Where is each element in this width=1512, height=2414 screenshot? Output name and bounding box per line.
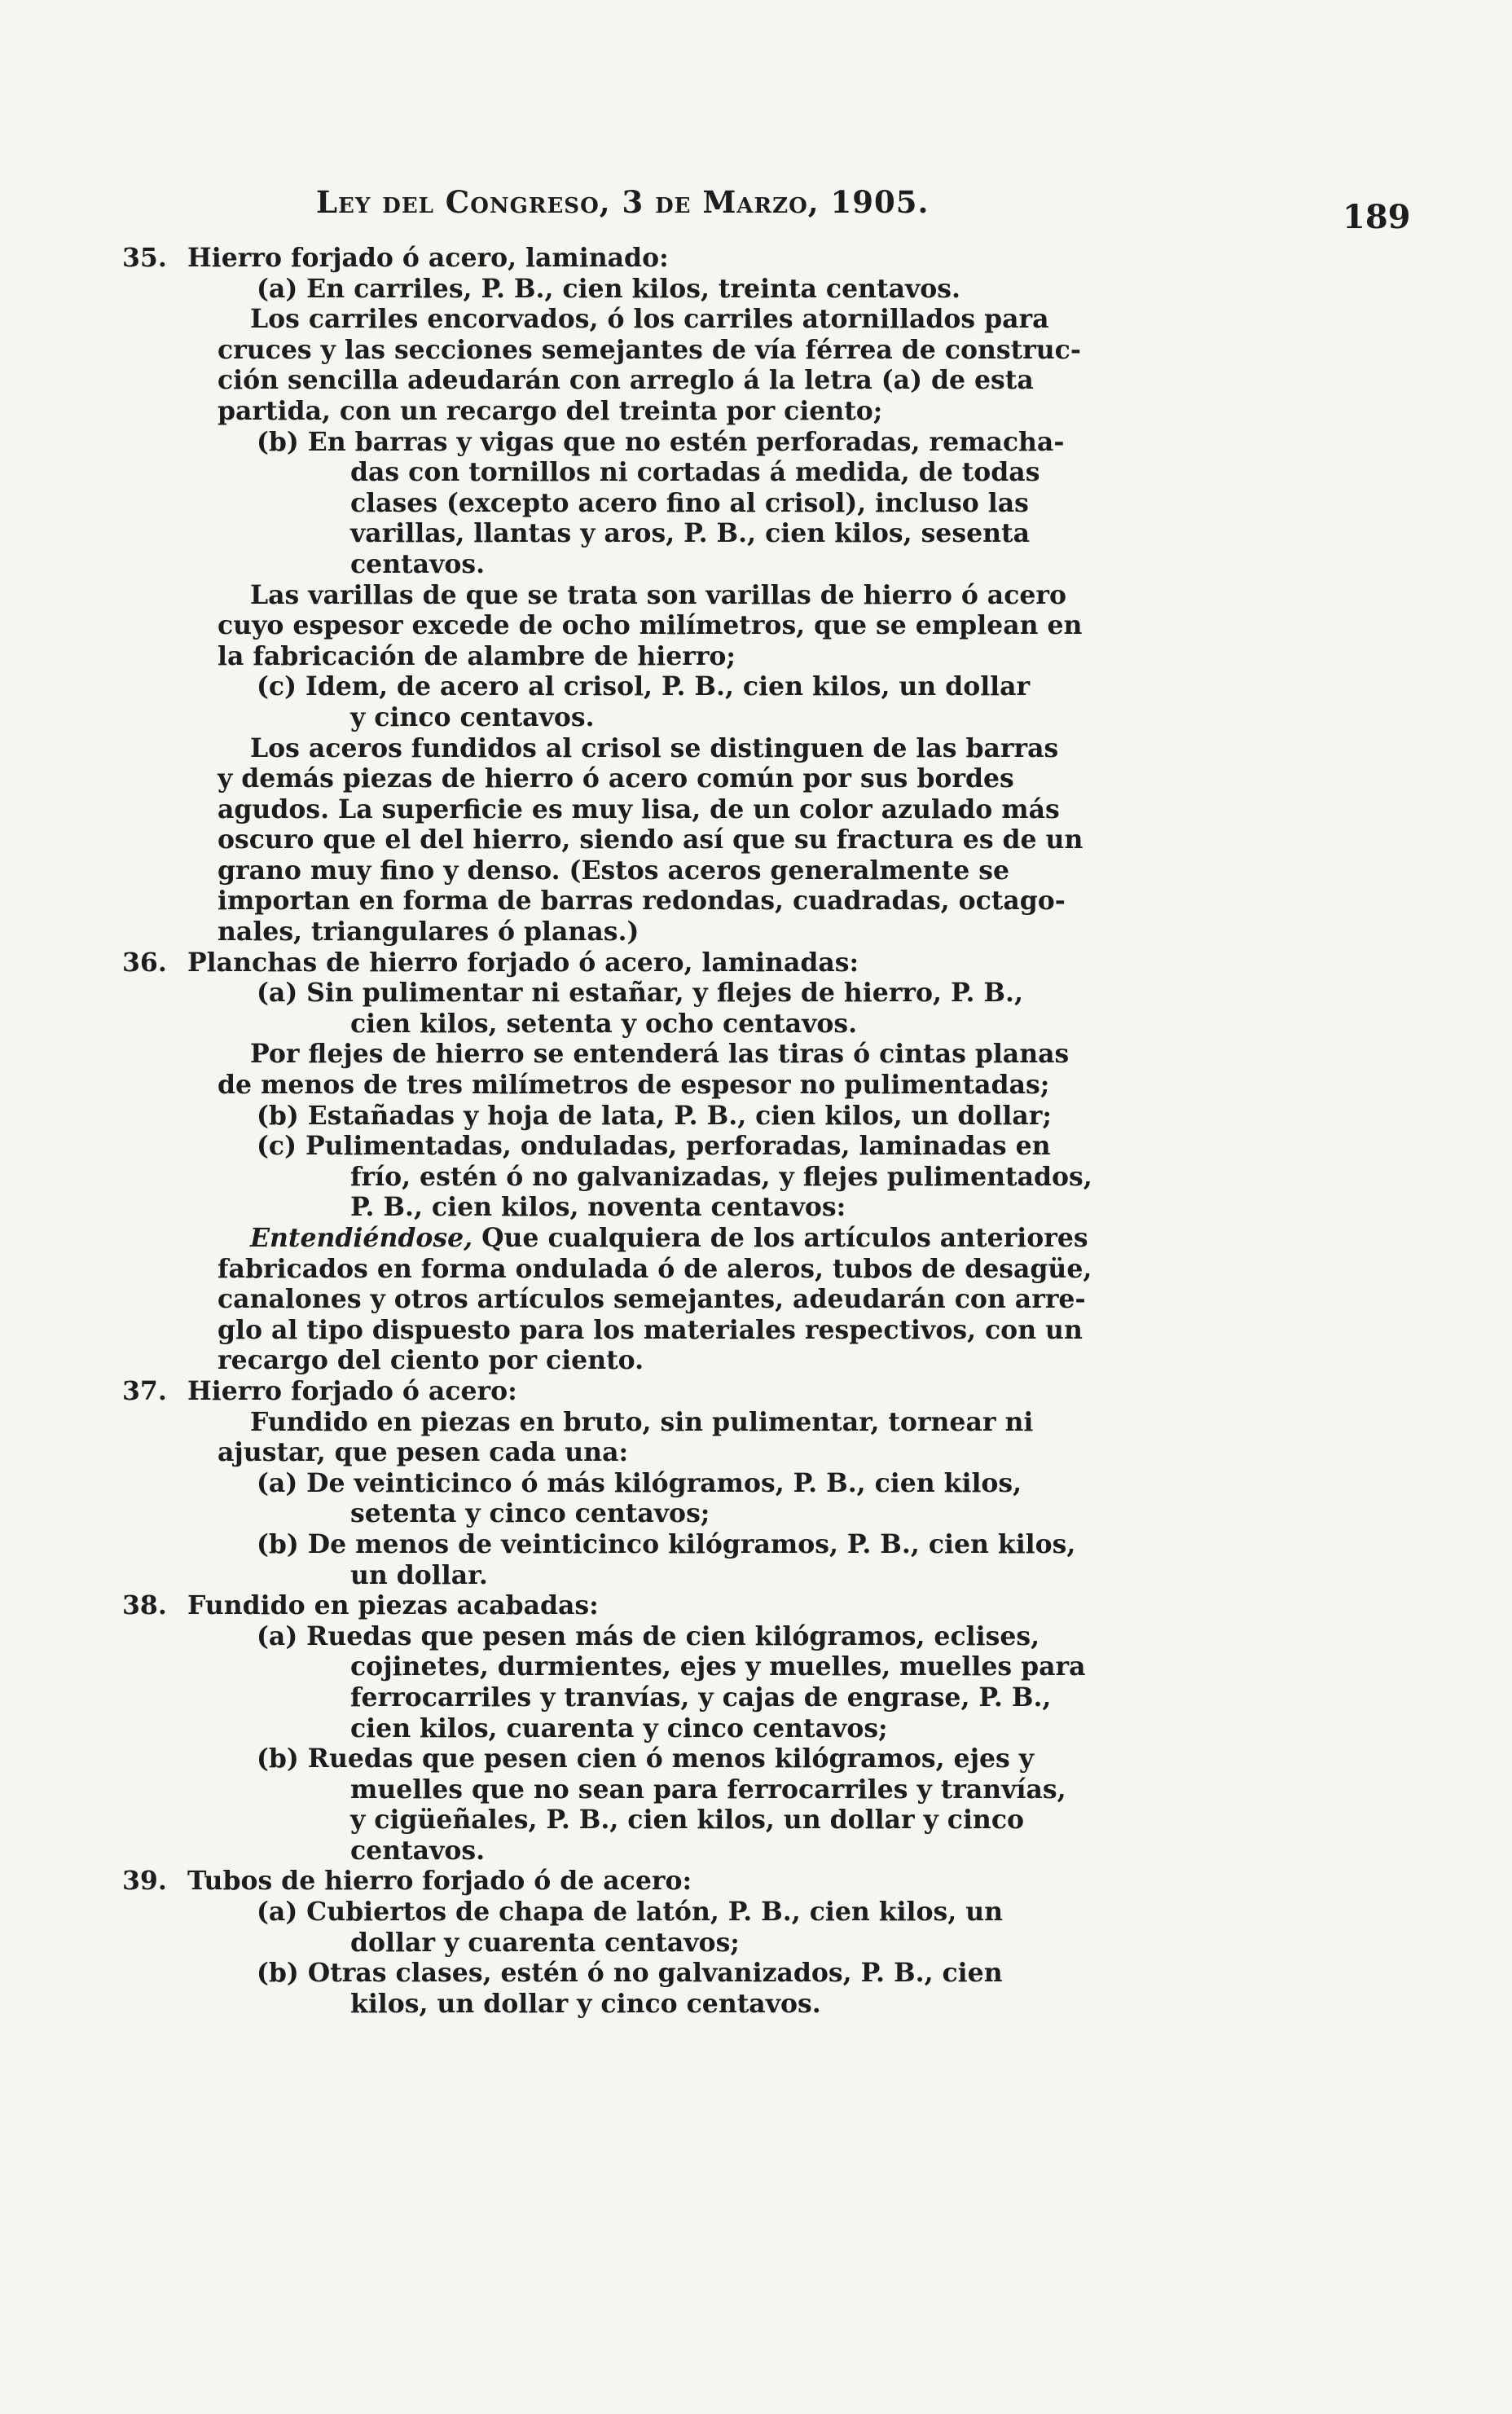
line-text: cien kilos, setenta y ocho centavos. [350,1008,858,1039]
line-text: y demás piezas de hierro ó acero común por sus bordes [218,763,1014,794]
text-line [122,1836,1067,1867]
text-line [122,1253,1092,1285]
line-text: varillas, llantas y aros, P. B., cien kilos, sesenta [350,518,1030,549]
item-number: 37. [122,1375,167,1406]
text-line [122,1651,1086,1682]
text-line [122,1070,1067,1101]
line-text: partida, con un recargo del treinta por ciento; [218,395,883,426]
line-text: recargo del ciento por ciento. [218,1345,644,1376]
text-line [122,1928,1067,1959]
line-text: cien kilos, cuarenta y cinco centavos; [350,1713,888,1743]
text-line [122,886,1067,917]
text-line [122,1161,1092,1193]
line-text: centavos. [350,548,486,579]
line-text: (b) En barras y vigas que no estén perforadas, remacha- [257,426,1065,457]
line-text: cojinetes, durmientes, ejes y muelles, muelles para [350,1651,1086,1682]
line-text: agudos. La superficie es muy lisa, de un color azulado más [218,794,1060,824]
line-text: ferrocarriles y tranvías, y cajas de engrase, P. B., [350,1682,1052,1713]
line-text: P. B., cien kilos, noventa centavos: [350,1192,846,1223]
line-text: muelles que no sean para ferrocarriles y tranvías, [350,1774,1066,1805]
page-body [122,243,1092,2019]
line-text: glo al tipo dispuesto para los materiales respectivos, con un [218,1314,1083,1345]
line-text: canalones y otros artículos semejantes, adeudarán con arre- [218,1284,1086,1315]
text-line [122,1774,1067,1805]
line-text: cuyo espesor excede de ocho milímetros, que se emplean en [218,610,1083,641]
text-line [122,1039,1070,1070]
line-text: la fabricación de alambre de hierro; [218,640,736,671]
item-heading-line [122,948,1067,978]
line-text: (b) De menos de veinticinco kilógramos, P. B., cien kilos, [257,1528,1076,1559]
running-header: Ley del Congreso, 3 de Marzo, 1905. [316,184,930,220]
text-line [122,1713,1067,1744]
line-text: frío, estén ó no galvanizadas, y flejes pulimentados, [350,1161,1092,1192]
item-number: 38. [122,1590,167,1621]
line-text: Hierro forjado ó acero, laminado: [187,243,669,273]
line-text: clases (excepto acero fino al crisol), incluso las [350,487,1029,518]
text-line [122,518,1067,549]
item-heading-line [122,1590,1067,1621]
item-number: 36. [122,947,167,978]
line-text: setenta y cinco centavos; [350,1498,710,1529]
text-line [122,671,1067,702]
text-line [122,1009,1067,1040]
line-text: das con tornillos ni cortadas á medida, de todas [350,457,1040,488]
line-text: centavos. [350,1835,486,1866]
text-line [122,794,1067,825]
emphasis-text: Entendiéndose, [250,1223,473,1253]
line-text: ción sencilla adeudarán con arreglo á la letra (a) de esta [218,365,1034,396]
text-line [122,1897,1067,1928]
line-text: (a) Cubiertos de chapa de latón, P. B., cien kilos, un [257,1897,1004,1928]
item-number: 39. [122,1866,167,1897]
line-text: ajustar, que pesen cada una: [218,1437,629,1468]
text-line [122,1682,1067,1713]
text-line [122,549,1067,580]
text-line [122,1284,1086,1315]
text-line [122,1131,1067,1162]
text-line [122,978,1067,1009]
line-text: fabricados en forma ondulada ó de aleros, tubos de desagüe, [218,1253,1092,1284]
line-text: importan en forma de barras redondas, cuadradas, octago- [218,886,1066,917]
line-text: (a) Ruedas que pesen más de cien kilógramos, eclises, [257,1620,1040,1651]
text-line [122,1560,1067,1591]
line-text: grano muy fino y denso. (Estos aceros generalmente se [218,855,1009,886]
line-text: cruces y las secciones semejantes de vía férrea de construc- [218,334,1081,365]
line-text: nales, triangulares ó planas.) [218,917,640,948]
text-line [122,1498,1067,1529]
text-line [122,702,1067,733]
text-line [122,1437,1067,1468]
text-line [122,641,1067,672]
text-line [122,1345,1067,1376]
item-heading-line [122,243,1067,274]
text-line [122,1101,1067,1132]
line-text: Planchas de hierro forjado ó acero, laminadas: [187,947,859,978]
text-line [122,1743,1067,1774]
text-line [122,917,1067,948]
line-text: Las varillas de que se trata son varillas de hierro ó acero [250,579,1067,610]
line-text: Por flejes de hierro se entenderá las tiras ó cintas planas [250,1039,1070,1070]
text-line [122,488,1067,519]
text-line [122,1314,1083,1346]
text-line [122,824,1083,855]
line-text: (a) Sin pulimentar ni estañar, y flejes de hierro, P. B., [257,978,1023,1009]
page-number: 189 [1343,198,1411,236]
text-line [122,1958,1067,1989]
line-text: y cigüeñales, P. B., cien kilos, un dollar y cinco [350,1805,1025,1836]
text-line [122,334,1081,366]
line-text: (a) En carriles, P. B., cien kilos, treinta centavos. [257,273,960,304]
text-line [122,763,1067,794]
line-text: Los aceros fundidos al crisol se distinguen de las barras [250,732,1059,763]
line-text: (b) Estañadas y hoja de lata, P. B., cien kilos, un dollar; [257,1100,1053,1131]
text-line [122,1407,1067,1438]
text-line [122,1192,1067,1223]
item-number: 35. [122,243,167,273]
text-line [122,304,1067,335]
item-heading-line [122,1376,1067,1407]
line-text: (c) Idem, de acero al crisol, P. B., cien kilos, un dollar [257,671,1031,702]
item-heading-line [122,1866,1067,1897]
text-line [122,1468,1067,1499]
text-line [122,427,1067,458]
text-line [122,1805,1067,1836]
line-text: Hierro forjado ó acero: [187,1375,517,1406]
text-line [122,580,1067,611]
text-line [122,733,1067,764]
line-text: kilos, un dollar y cinco centavos. [350,1988,821,2019]
text-line [122,855,1067,886]
line-text: Tubos de hierro forjado ó de acero: [187,1866,692,1897]
line-text: oscuro que el del hierro, siendo así que su fractura es de un [218,824,1083,855]
text-line [122,274,1067,305]
text-line [122,610,1083,641]
text-line [122,1621,1067,1652]
line-text: y cinco centavos. [350,701,595,732]
line-text: (b) Ruedas que pesen cien ó menos kilógramos, ejes y [257,1743,1035,1774]
line-text: un dollar. [350,1559,488,1590]
line-text: (a) De veinticinco ó más kilógramos, P. B., cien kilos, [257,1467,1022,1498]
text-line [122,1528,1076,1560]
line-text: Que cualquiera de los artículos anteriores [472,1223,1088,1253]
text-line [122,1223,1088,1254]
line-text: (c) Pulimentadas, onduladas, perforadas, laminadas en [257,1131,1051,1162]
text-line [122,396,1067,427]
text-line [122,457,1067,488]
text-line [122,365,1067,396]
text-line [122,1989,1067,2020]
line-text: Fundido en piezas en bruto, sin pulimentar, tornear ni [250,1406,1034,1437]
line-text: Los carriles encorvados, ó los carriles atornillados para [250,304,1049,335]
line-text: de menos de tres milímetros de espesor no pulimentadas; [218,1070,1050,1101]
line-text: Fundido en piezas acabadas: [187,1590,599,1621]
line-text: (b) Otras clases, estén ó no galvanizados, P. B., cien [257,1958,1003,1989]
line-text: dollar y cuarenta centavos; [350,1927,740,1958]
